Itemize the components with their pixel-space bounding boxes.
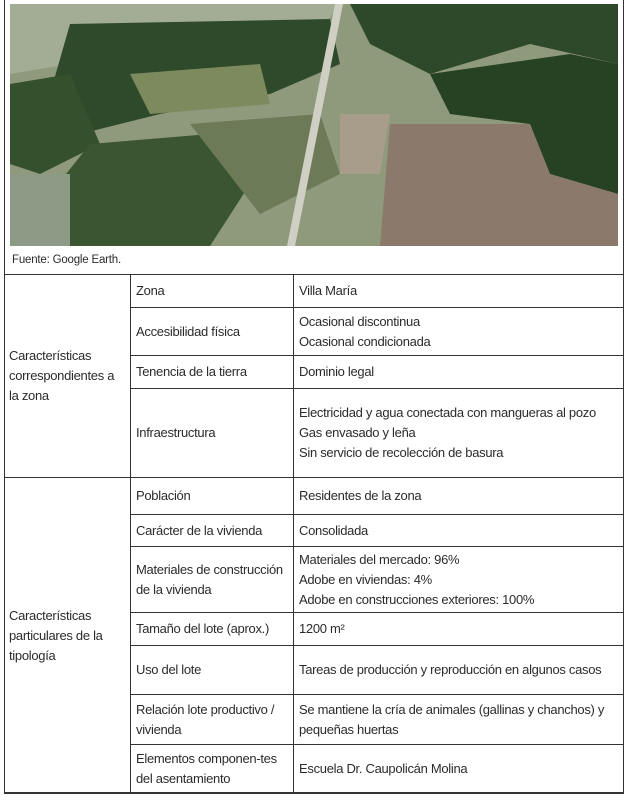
- value-line: 1200 m²: [299, 621, 345, 636]
- attribute-cell: Tamaño del lote (aprox.): [131, 613, 294, 646]
- satellite-image: [10, 4, 618, 246]
- attribute-cell: Uso del lote: [131, 646, 294, 695]
- table-row: [4, 478, 624, 515]
- value-cell: [294, 547, 625, 613]
- attribute-cell: Tenencia de la tierra: [131, 356, 294, 389]
- value-line: Escuela Dr. Caupolicán Molina: [299, 761, 468, 776]
- value-line: Adobe en construcciones exteriores: 100%: [299, 591, 535, 607]
- value-cell: [294, 275, 625, 308]
- attribute-cell: Zona: [131, 275, 294, 308]
- value-cell: [294, 695, 625, 745]
- group-label: Características correspondientes a la zona: [4, 275, 131, 478]
- value-line: Electricidad y agua conectada con mangueras al pozo: [299, 405, 596, 420]
- value-line: Dominio legal: [299, 364, 374, 379]
- value-cell: [294, 515, 625, 547]
- value-line: Tareas de producción y reproducción en algunos casos: [299, 662, 602, 677]
- attribute-cell: Infraestructura: [131, 389, 294, 478]
- attribute-cell: Carácter de la vivienda: [131, 515, 294, 547]
- attribute-cell: Elementos componen-tes del asentamiento: [131, 745, 294, 794]
- value-cell: [294, 308, 625, 356]
- attribute-cell: Accesibilidad física: [131, 308, 294, 356]
- group-label: Características particulares de la tipología: [4, 478, 131, 794]
- value-line: Materiales del mercado: 96%: [299, 551, 460, 567]
- table-row: [4, 275, 624, 308]
- value-cell: [294, 646, 625, 695]
- value-line: Adobe en viviendas: 4%: [299, 571, 432, 587]
- value-cell: [294, 478, 625, 515]
- value-line: Residentes de la zona: [299, 488, 422, 503]
- value-line: Villa María: [299, 283, 357, 298]
- value-cell: [294, 356, 625, 389]
- value-cell: [294, 613, 625, 646]
- value-line: Gas envasado y leña: [299, 425, 416, 440]
- value-line: Ocasional discontinua: [299, 313, 420, 329]
- value-cell: [294, 389, 625, 478]
- characteristics-table: [4, 274, 624, 794]
- value-line: Sin servicio de recolección de basura: [299, 445, 504, 460]
- image-caption: Fuente: Google Earth.: [12, 254, 121, 266]
- value-line: Se mantiene la cría de animales (gallinas y chanchos) y pequeñas huertas: [299, 701, 605, 737]
- attribute-cell: Relación lote productivo / vivienda: [131, 695, 294, 745]
- attribute-cell: Población: [131, 478, 294, 515]
- value-line: Ocasional condicionada: [299, 333, 431, 349]
- attribute-cell: Materiales de construcción de la vivienda: [131, 547, 294, 613]
- value-line: Consolidada: [299, 522, 368, 538]
- value-cell: [294, 745, 625, 794]
